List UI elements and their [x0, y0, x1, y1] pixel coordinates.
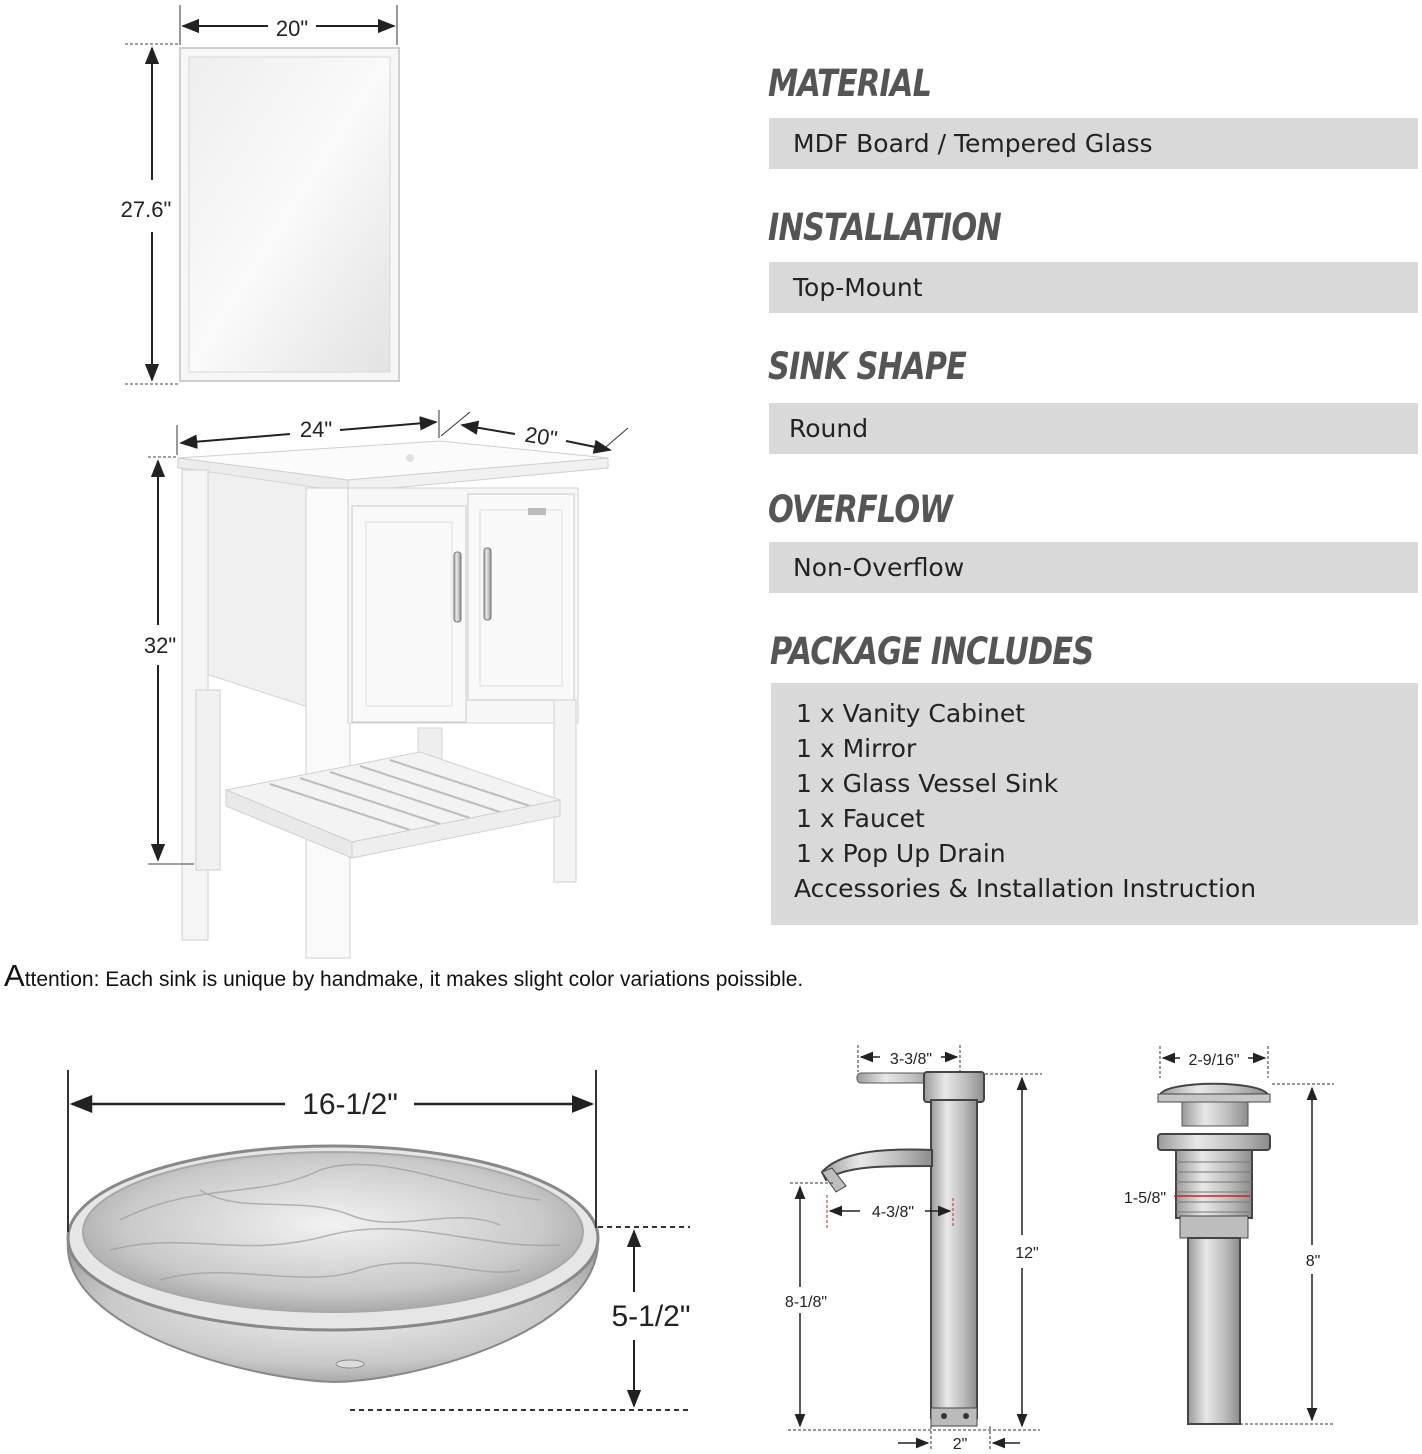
drain-cap-label: 2-9/16": [1188, 1052, 1240, 1069]
cabinet-height-label: 32": [143, 633, 177, 658]
sink-shape-value: Round: [769, 403, 1418, 454]
material-heading: MATERIAL: [768, 62, 932, 105]
drain-thread-dimension: [1124, 1190, 1166, 1207]
mirror-width-dimension: [180, 5, 397, 45]
installation-heading: INSTALLATION: [768, 206, 1001, 249]
drain-thread-label: 1-5/8": [1123, 1190, 1167, 1207]
faucet-height-dimension: [985, 1074, 1042, 1426]
mirror-illustration: [180, 48, 399, 381]
cabinet-width-label: 24": [299, 417, 333, 442]
mirror-height-dimension: [121, 44, 180, 384]
overflow-heading: OVERFLOW: [768, 488, 952, 531]
vanity-cabinet-illustration: [178, 441, 608, 958]
drain-length-label: 8": [1305, 1253, 1321, 1270]
material-value: MDF Board / Tempered Glass: [769, 118, 1418, 169]
package-heading: PACKAGE INCLUDES: [770, 630, 1094, 673]
package-item: 1 x Faucet: [796, 804, 925, 833]
package-item: 1 x Glass Vessel Sink: [796, 769, 1059, 798]
mirror-width-label: 20": [275, 16, 309, 41]
installation-value: Top-Mount: [769, 262, 1418, 313]
faucet-spout-base-label: 3-3/8": [889, 1051, 933, 1068]
sink-height-label: 5-1/2": [611, 1300, 691, 1333]
faucet-height-label: 12": [1015, 1245, 1039, 1262]
faucet-spout-base-dimension: [858, 1045, 960, 1072]
package-item: Accessories & Installation Instruction: [794, 874, 1257, 903]
overflow-value: Non-Overflow: [769, 542, 1418, 593]
package-list: [771, 683, 1418, 925]
package-item: 1 x Mirror: [796, 734, 917, 763]
cabinet-depth-label: 20": [523, 421, 560, 452]
sink-diameter-label: 16-1/2": [302, 1088, 398, 1121]
faucet-base-label: 2": [952, 1436, 968, 1453]
faucet-illustration: [822, 1072, 984, 1426]
attention-text: ttention: Each sink is unique by handmake, it makes slight color variations poissible.: [24, 968, 804, 991]
sink-shape-heading: SINK SHAPE: [768, 345, 967, 388]
faucet-reach-label: 4-3/8": [871, 1204, 915, 1221]
drain-cap-dimension: [1160, 1046, 1268, 1078]
pop-up-drain-illustration: [1158, 1084, 1270, 1424]
vessel-sink-illustration: [68, 1146, 598, 1382]
package-item: 1 x Pop Up Drain: [796, 839, 1006, 868]
package-item: 1 x Vanity Cabinet: [796, 699, 1026, 728]
mirror-height-label: 27.6": [120, 197, 172, 222]
attention-initial: A: [4, 958, 25, 993]
faucet-spout-height-label: 8-1/8": [784, 1294, 828, 1311]
attention-note: [4, 958, 803, 994]
